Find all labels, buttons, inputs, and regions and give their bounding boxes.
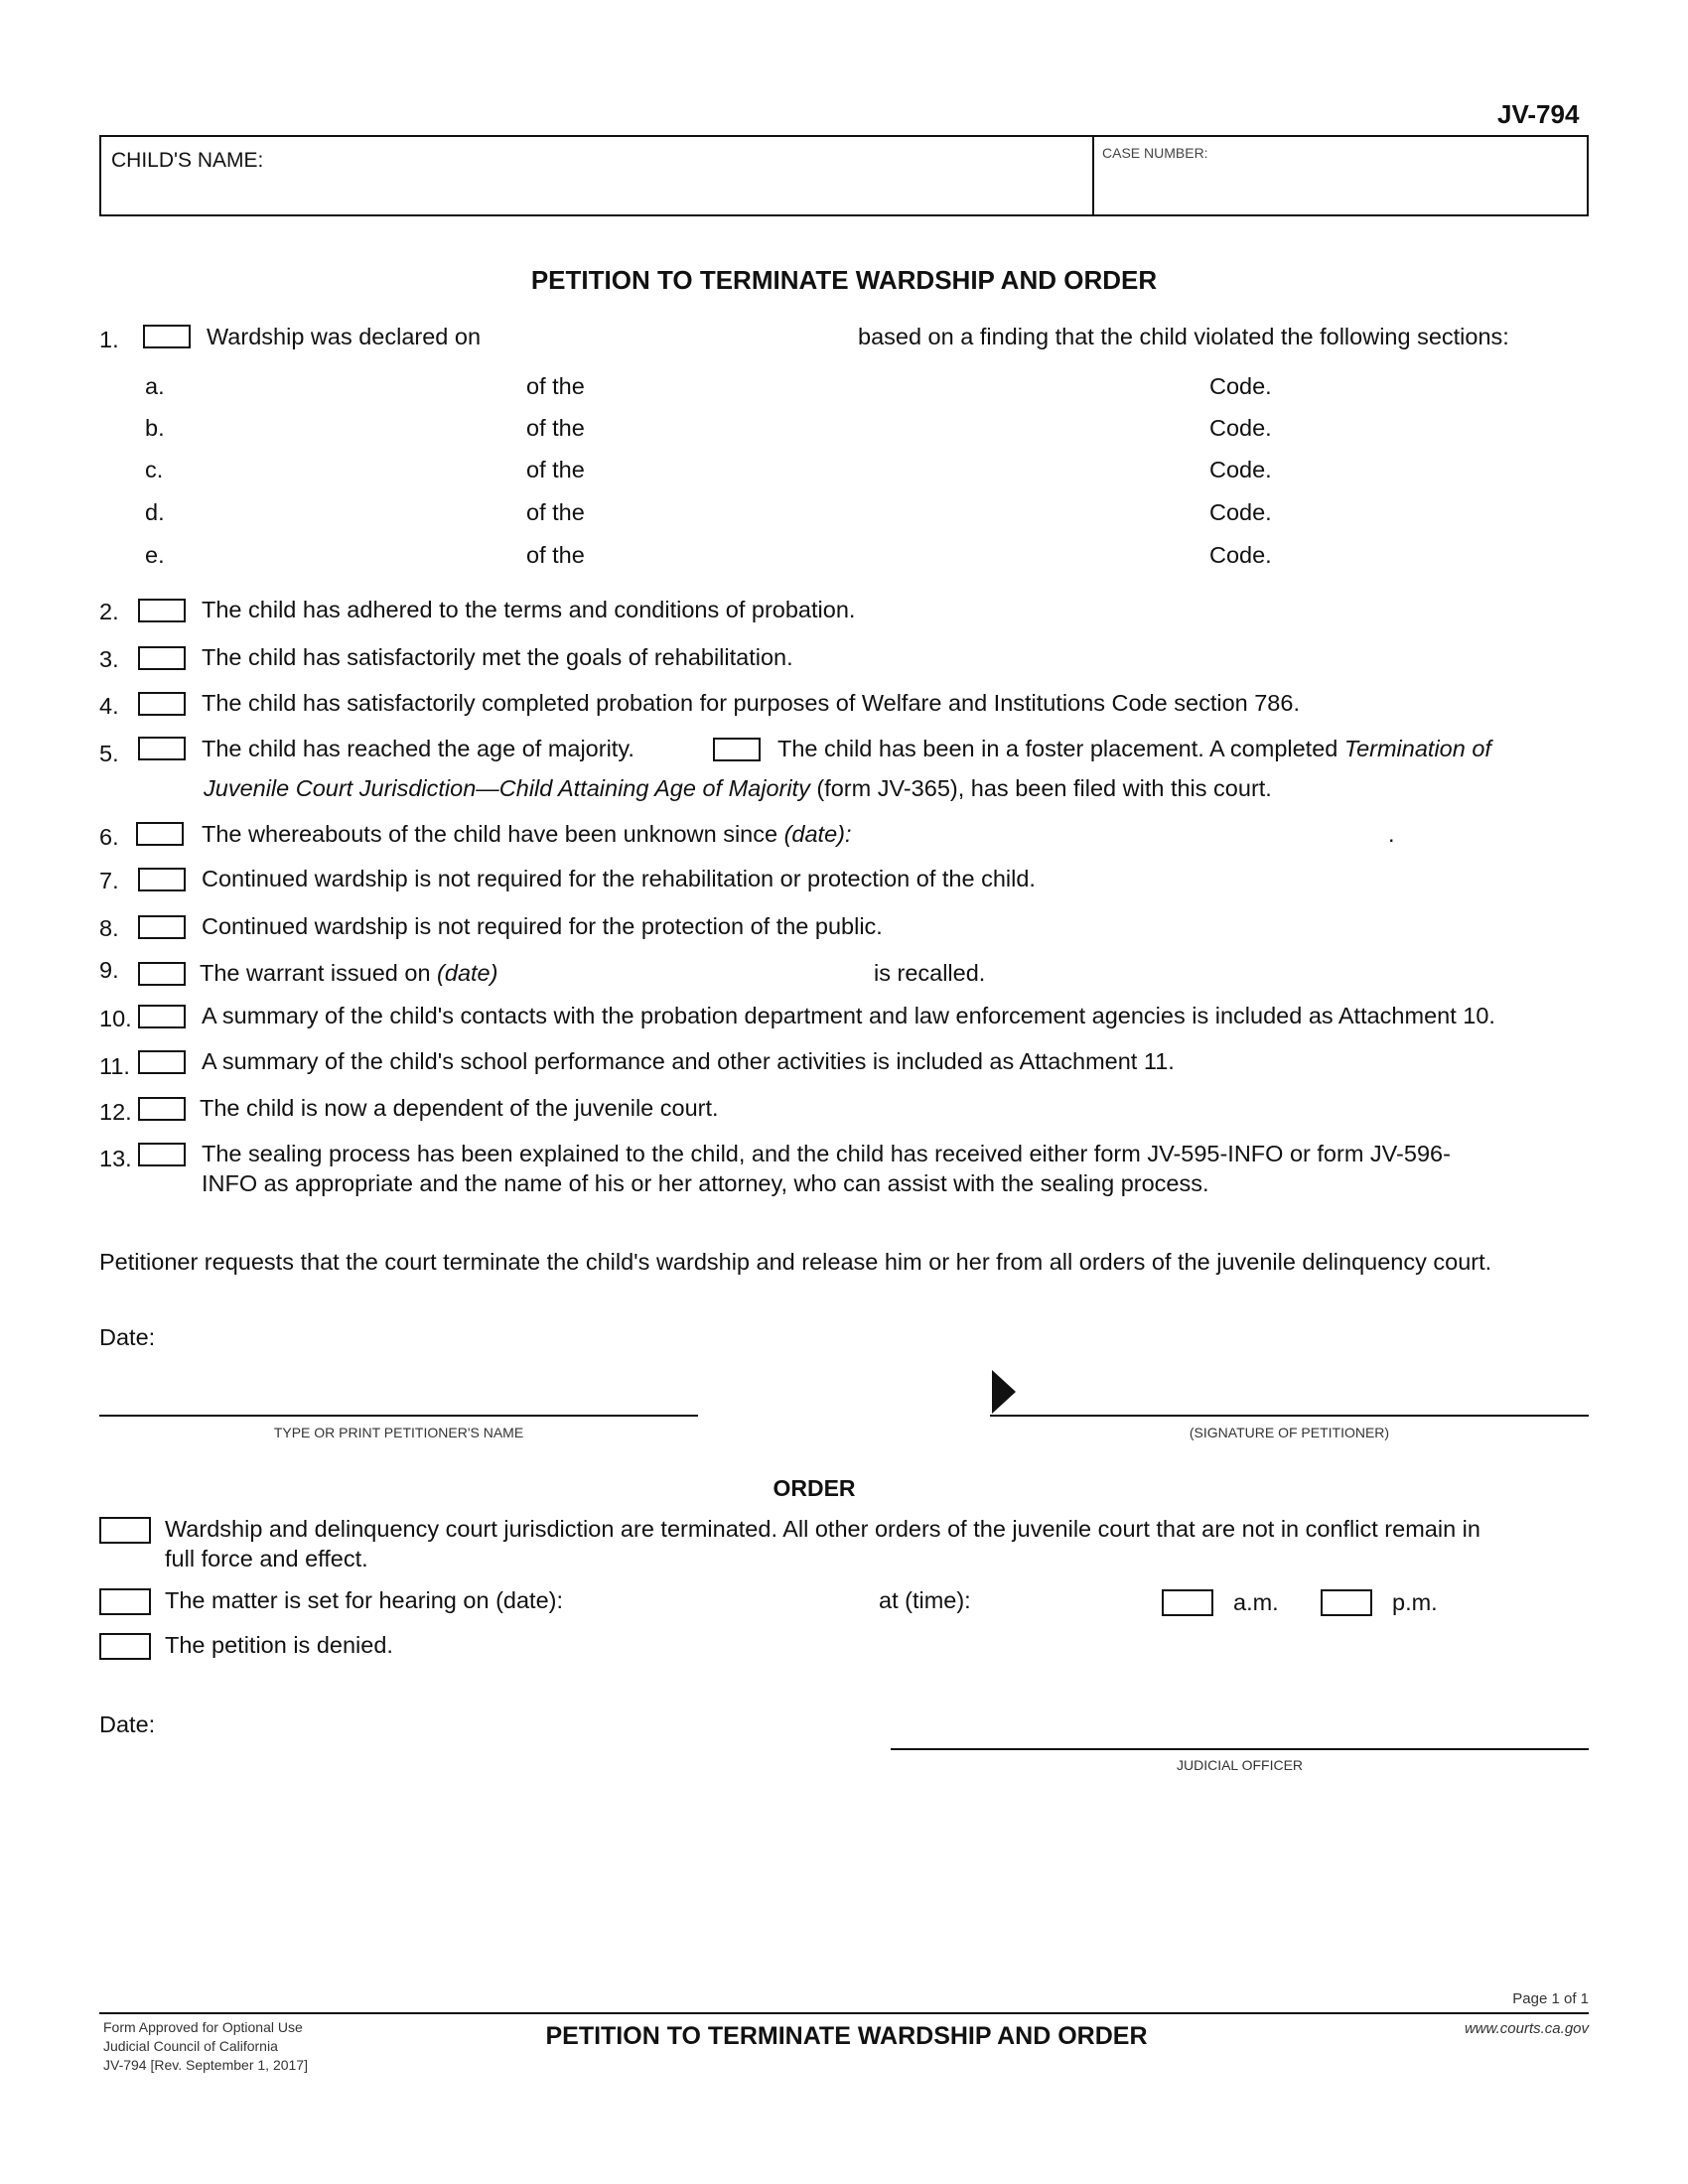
- item1c-of-the: of the: [526, 457, 585, 482]
- item6-period: .: [1388, 821, 1395, 847]
- case-number-field[interactable]: [1094, 137, 1589, 214]
- judicial-officer-line: [891, 1748, 1589, 1750]
- item6-date-label: (date):: [783, 821, 852, 847]
- item4-text: The child has satisfactorily completed probation for purposes of Welfare and Institutions Code section 786.: [202, 690, 1300, 716]
- item12-text: The child is now a dependent of the juvenile court.: [200, 1095, 719, 1121]
- item1-checkbox[interactable]: [143, 325, 191, 348]
- item1d-letter: d.: [145, 499, 165, 525]
- item1b-section-input[interactable]: [179, 411, 516, 441]
- page-title: PETITION TO TERMINATE WARDSHIP AND ORDER: [530, 265, 1158, 295]
- item8-number: 8.: [99, 915, 119, 941]
- petitioner-date-label: Date:: [99, 1324, 156, 1350]
- order-option2-text: The matter is set for hearing on (date):: [165, 1587, 563, 1613]
- page-number: Page 1 of 1: [1512, 1990, 1589, 2007]
- item1a-letter: a.: [145, 373, 165, 399]
- item2-text: The child has adhered to the terms and conditions of probation.: [202, 597, 856, 622]
- item9-checkbox[interactable]: [138, 962, 186, 986]
- order-option1-line2: full force and effect.: [165, 1546, 368, 1571]
- item1c-code: Code.: [1209, 457, 1272, 482]
- item5-text-c-line: [204, 774, 1272, 802]
- item6-date-input[interactable]: [904, 817, 1380, 847]
- item1a-section-input[interactable]: [179, 369, 516, 399]
- item7-checkbox[interactable]: [138, 868, 186, 891]
- order-date-label: Date:: [99, 1711, 156, 1737]
- item11-text: A summary of the child's school performance and other activities is included as Attachment 11.: [202, 1048, 1175, 1074]
- item1b-letter: b.: [145, 415, 165, 441]
- item11-checkbox[interactable]: [138, 1050, 186, 1074]
- item13-text-line1: The sealing process has been explained to the child, and the child has received either form JV-595-INFO or form JV-596-: [202, 1141, 1451, 1166]
- item5-text-b: The child has been in a foster placement. A completed: [777, 736, 1338, 761]
- item13-text-line2: INFO as appropriate and the name of his or her attorney, who can assist with the sealing process.: [202, 1170, 1209, 1196]
- item9-text-b: is recalled.: [874, 960, 986, 986]
- item1b-code: Code.: [1209, 415, 1272, 441]
- item1e-of-the: of the: [526, 542, 585, 568]
- item3-checkbox[interactable]: [138, 646, 186, 670]
- order-option3-text: The petition is denied.: [165, 1632, 393, 1658]
- hearing-time-input[interactable]: [983, 1583, 1152, 1613]
- item1-text-a: Wardship was declared on: [207, 324, 482, 349]
- item1e-letter: e.: [145, 542, 165, 568]
- pm-label: p.m.: [1392, 1589, 1438, 1615]
- judicial-officer-caption: JUDICIAL OFFICER: [1176, 1757, 1304, 1773]
- item1-number: 1.: [99, 327, 119, 352]
- item1b-code-input[interactable]: [606, 411, 1201, 441]
- item10-checkbox[interactable]: [138, 1005, 186, 1028]
- item9-date-label: (date): [437, 960, 498, 986]
- item5-text-a: The child has reached the age of majority.: [202, 736, 634, 761]
- item4-checkbox[interactable]: [138, 692, 186, 716]
- item1d-code-input[interactable]: [606, 495, 1201, 525]
- item12-number: 12.: [99, 1099, 132, 1125]
- pm-checkbox[interactable]: [1321, 1589, 1372, 1616]
- header-box: [99, 135, 1589, 216]
- petitioner-name-line: [99, 1415, 698, 1417]
- petitioner-date-input[interactable]: [164, 1320, 561, 1350]
- item2-checkbox[interactable]: [138, 599, 186, 622]
- item1d-of-the: of the: [526, 499, 585, 525]
- item1-text-b: based on a finding that the child violated the following sections:: [858, 324, 1509, 349]
- item1c-code-input[interactable]: [606, 453, 1201, 482]
- footer-left-line2: Judicial Council of California: [103, 2038, 278, 2054]
- item5-number: 5.: [99, 741, 119, 766]
- item11-number: 11.: [99, 1053, 130, 1079]
- item6-text: The whereabouts of the child have been unknown since: [202, 821, 778, 847]
- item1d-section-input[interactable]: [179, 495, 516, 525]
- item3-number: 3.: [99, 646, 119, 672]
- footer-left-line3: JV-794 [Rev. September 1, 2017]: [103, 2057, 308, 2073]
- item7-number: 7.: [99, 868, 119, 893]
- am-checkbox[interactable]: [1162, 1589, 1213, 1616]
- item13-number: 13.: [99, 1146, 132, 1171]
- item1a-code: Code.: [1209, 373, 1272, 399]
- footer-title: PETITION TO TERMINATE WARDSHIP AND ORDER: [545, 2022, 1148, 2050]
- item5-majority-checkbox[interactable]: [138, 737, 186, 760]
- item8-text: Continued wardship is not required for the protection of the public.: [202, 913, 883, 939]
- footer-rule: [99, 2012, 1589, 2014]
- order-heading: ORDER: [773, 1475, 856, 1501]
- footer-left-line1: Form Approved for Optional Use: [103, 2019, 303, 2035]
- order-terminate-checkbox[interactable]: [99, 1517, 151, 1544]
- item5-text-b-line: [777, 735, 1491, 762]
- footer-website-link[interactable]: www.courts.ca.gov: [1464, 2020, 1589, 2037]
- item1b-of-the: of the: [526, 415, 585, 441]
- am-label: a.m.: [1233, 1589, 1279, 1615]
- item8-checkbox[interactable]: [138, 915, 186, 939]
- petitioner-signature-input[interactable]: [1023, 1375, 1589, 1413]
- childs-name-label: CHILD'S NAME:: [111, 149, 264, 172]
- item13-checkbox[interactable]: [138, 1143, 186, 1166]
- form-code: JV-794: [1497, 99, 1580, 129]
- item10-number: 10.: [99, 1006, 132, 1031]
- item9-date-input[interactable]: [526, 956, 864, 986]
- item1c-section-input[interactable]: [179, 453, 516, 482]
- petitioner-name-caption: TYPE OR PRINT PETITIONER'S NAME: [273, 1425, 524, 1440]
- order-option1-line1: Wardship and delinquency court jurisdiction are terminated. All other orders of the juvenile court that are not in conflict remain in: [165, 1516, 1480, 1542]
- request-text: Petitioner requests that the court terminate the child's wardship and release him or her from all orders of the juvenile delinquency court.: [99, 1249, 1492, 1275]
- order-denied-checkbox[interactable]: [99, 1633, 151, 1660]
- item7-text: Continued wardship is not required for the rehabilitation or protection of the child.: [202, 866, 1036, 891]
- item6-number: 6.: [99, 824, 119, 850]
- item9-text-a: The warrant issued on: [200, 960, 431, 986]
- petitioner-name-input[interactable]: [99, 1375, 695, 1413]
- item5-text-b-italic: Termination of: [1343, 736, 1491, 761]
- item9-text-line: [200, 959, 497, 987]
- item2-number: 2.: [99, 599, 119, 624]
- item1e-code: Code.: [1209, 542, 1272, 568]
- signature-line: [990, 1415, 1589, 1417]
- item12-checkbox[interactable]: [138, 1097, 186, 1121]
- order-date-input[interactable]: [164, 1707, 561, 1737]
- item1a-code-input[interactable]: [606, 369, 1201, 399]
- item1c-letter: c.: [145, 457, 164, 482]
- childs-name-field[interactable]: [101, 137, 1094, 214]
- signature-caption: (SIGNATURE OF PETITIONER): [1189, 1425, 1390, 1440]
- item1-date-input[interactable]: [511, 320, 849, 349]
- signature-arrow-icon: [990, 1368, 1020, 1416]
- case-number-label: CASE NUMBER:: [1102, 145, 1208, 161]
- item1e-section-input[interactable]: [179, 538, 516, 568]
- order-option2-time: at (time):: [879, 1587, 971, 1613]
- item5-text-c: (form JV-365), has been filed with this court.: [816, 775, 1272, 801]
- item6-text-line: [202, 820, 852, 848]
- item4-number: 4.: [99, 693, 119, 719]
- item10-text: A summary of the child's contacts with the probation department and law enforcement agencies is included as Attachment 10.: [202, 1003, 1495, 1028]
- item1d-code: Code.: [1209, 499, 1272, 525]
- item5-foster-checkbox[interactable]: [713, 738, 761, 761]
- judicial-officer-signature-input[interactable]: [891, 1707, 1586, 1745]
- item1e-code-input[interactable]: [606, 538, 1201, 568]
- order-hearing-checkbox[interactable]: [99, 1588, 151, 1615]
- item3-text: The child has satisfactorily met the goals of rehabilitation.: [202, 644, 793, 670]
- hearing-date-input[interactable]: [596, 1583, 864, 1613]
- item6-checkbox[interactable]: [136, 822, 184, 846]
- item5-text-c-italic: Juvenile Court Jurisdiction—Child Attaining Age of Majority: [204, 775, 810, 801]
- item9-number: 9.: [99, 957, 119, 983]
- item1a-of-the: of the: [526, 373, 585, 399]
